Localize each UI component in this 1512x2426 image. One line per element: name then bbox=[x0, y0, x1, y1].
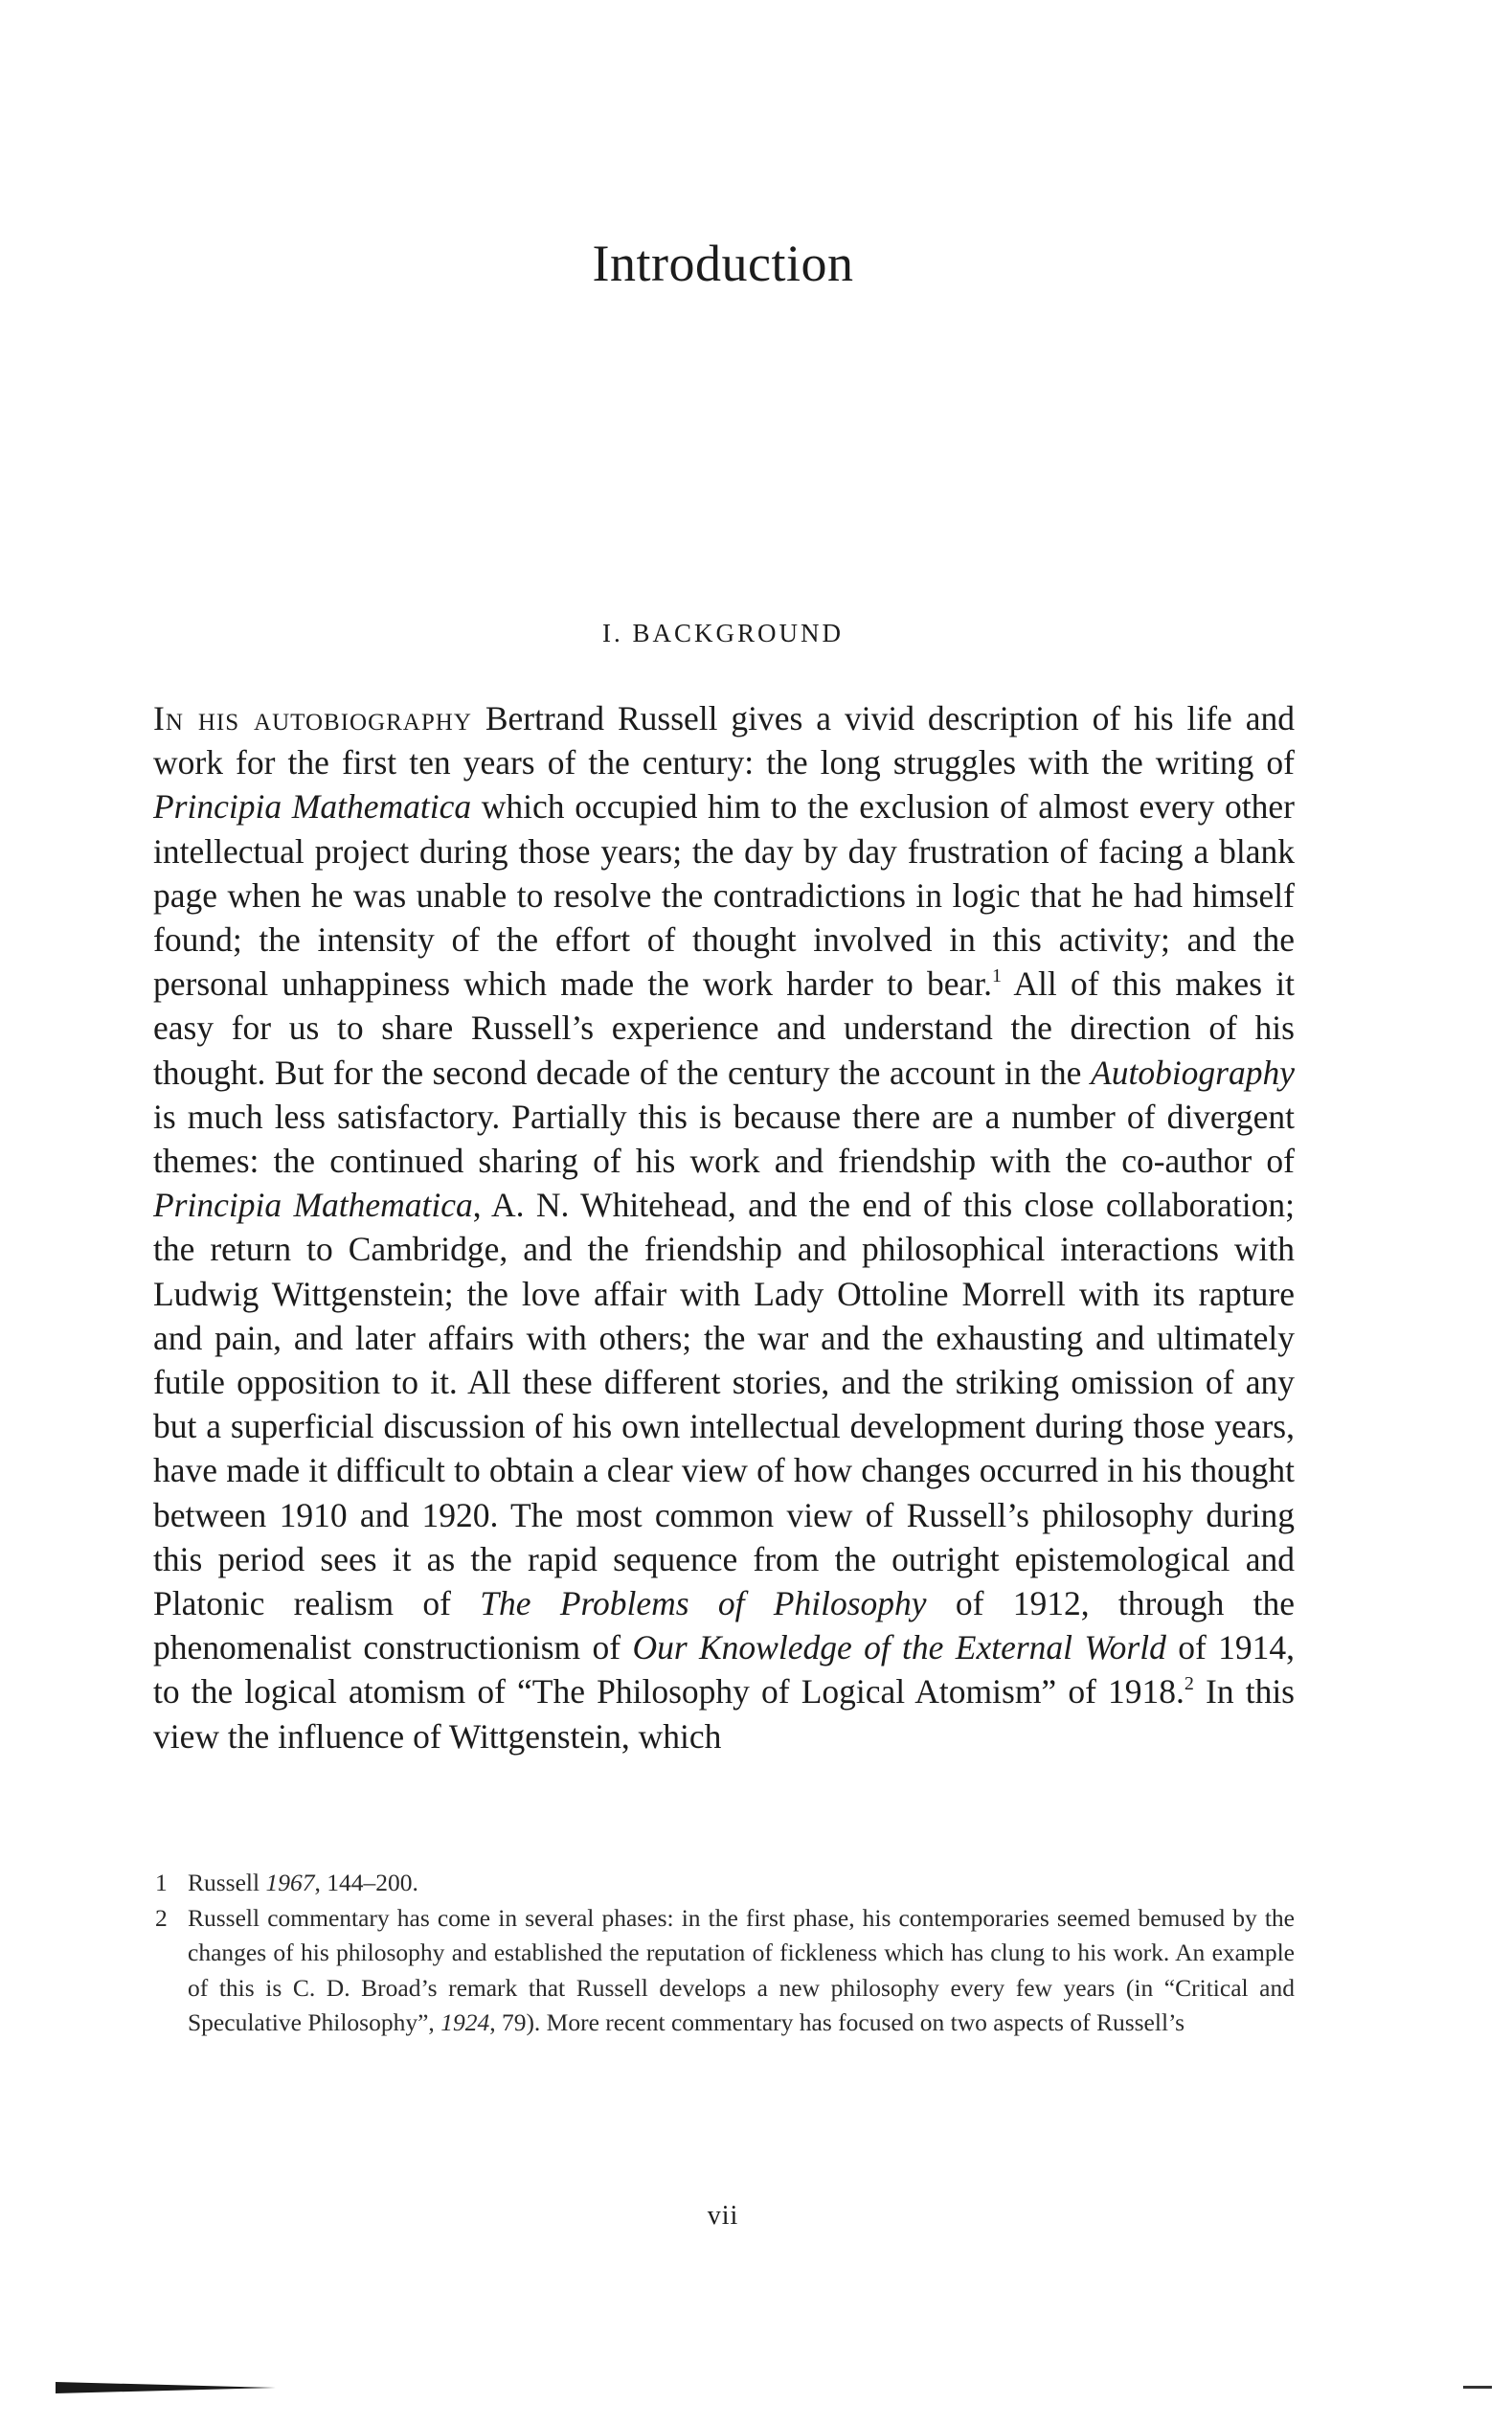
scan-edge-mark bbox=[1463, 2386, 1492, 2389]
footnote-number: 1 bbox=[155, 1869, 168, 1896]
body-text-run: of 1912, through the phenomenalist constructionism of bbox=[153, 1584, 1295, 1667]
body-paragraph bbox=[153, 696, 1295, 1758]
italic-title: Our Knowledge of the External World bbox=[632, 1628, 1166, 1667]
body-text-run: is much less satisfactory. Partially this is because there are a number of divergent themes: the continued sharing of his work and friendship with the co-author of bbox=[153, 1097, 1295, 1181]
page-title: Introduction bbox=[592, 235, 854, 293]
page-number: vii bbox=[707, 2201, 739, 2231]
body-text-run: In this view the influence of Wittgenstein, which bbox=[153, 1672, 1295, 1756]
footnote-year: 1924 bbox=[440, 2008, 490, 2036]
footnotes bbox=[153, 1866, 1295, 2041]
body-text-run: Bertrand Russell gives a vivid description of his life and work for the first ten years of the century: the long struggles with the writing of bbox=[153, 699, 1295, 782]
footnote-1 bbox=[153, 1866, 1295, 1901]
italic-title: Autobiography bbox=[1091, 1053, 1295, 1092]
footnote-year: 1967 bbox=[265, 1869, 315, 1896]
body-text-run: , A. N. Whitehead, and the end of this close collaboration; the return to Cambridge, and the friendship and philosophical interactions with Ludwig Wittgenstein; the love affair with Lady Ottoline Morrell with its rapture and pain, and later affairs with others; the war and the exhausting and ultimately futile opposition to it. All these different stories, and the striking omission of any but a superficial discussion of his own intellectual development during those years, have made it difficult to obtain a clear view of how changes occurred in his thought between 1910 and 1920. The most common view of Russell’s philosophy during this period sees it as the rapid sequence from the outright epistemological and Platonic realism of bbox=[153, 1186, 1295, 1623]
italic-title: Principia Mathematica bbox=[153, 787, 472, 827]
footnote-reference-1: 1 bbox=[992, 965, 1003, 987]
section-heading: I. BACKGROUND bbox=[601, 619, 844, 647]
italic-title: The Problems of Philosophy bbox=[480, 1584, 927, 1623]
body-text-run: of 1914, to the logical atomism of “The Philosophy of Logical Atomism” of 1918. bbox=[153, 1628, 1296, 1712]
footnote-text: , 144–200. bbox=[314, 1869, 418, 1896]
footnote-reference-2: 2 bbox=[1184, 1673, 1194, 1695]
footnote-text: , 79). More recent commentary has focused on two aspects of Russell’s bbox=[489, 2008, 1185, 2036]
body-text-run: which occupied him to the exclusion of almost every other intellectual project during those years; the day by day frustration of facing a blank page when he was unable to resolve the contradictions in logic that he had himself found; the intensity of the effort of thought involved in this activity; and the personal unhappiness which made the work harder to bear. bbox=[153, 787, 1295, 1004]
footnote-2 bbox=[153, 1901, 1295, 2041]
italic-title: Principia Mathematica bbox=[153, 1186, 473, 1225]
footnote-text: Russell commentary has come in several phases: in the first phase, his contemporaries seemed bemused by the changes of his philosophy and established the reputation of fickleness which has clung to his work. An example of this is C. D. Broad’s remark that Russell develops a new philosophy every few years (in “Critical and Speculative Philosophy”, bbox=[188, 1903, 1295, 2036]
footnote-number: 2 bbox=[155, 1903, 168, 1932]
body-text-run: All of this makes it easy for us to share Russell’s experience and understand the direction of his thought. But for the second decade of the century the account in the bbox=[153, 964, 1295, 1092]
opening-small-caps: In his autobiography bbox=[153, 699, 472, 737]
scan-edge-mark bbox=[56, 2382, 276, 2393]
footnote-text: Russell bbox=[188, 1869, 266, 1896]
